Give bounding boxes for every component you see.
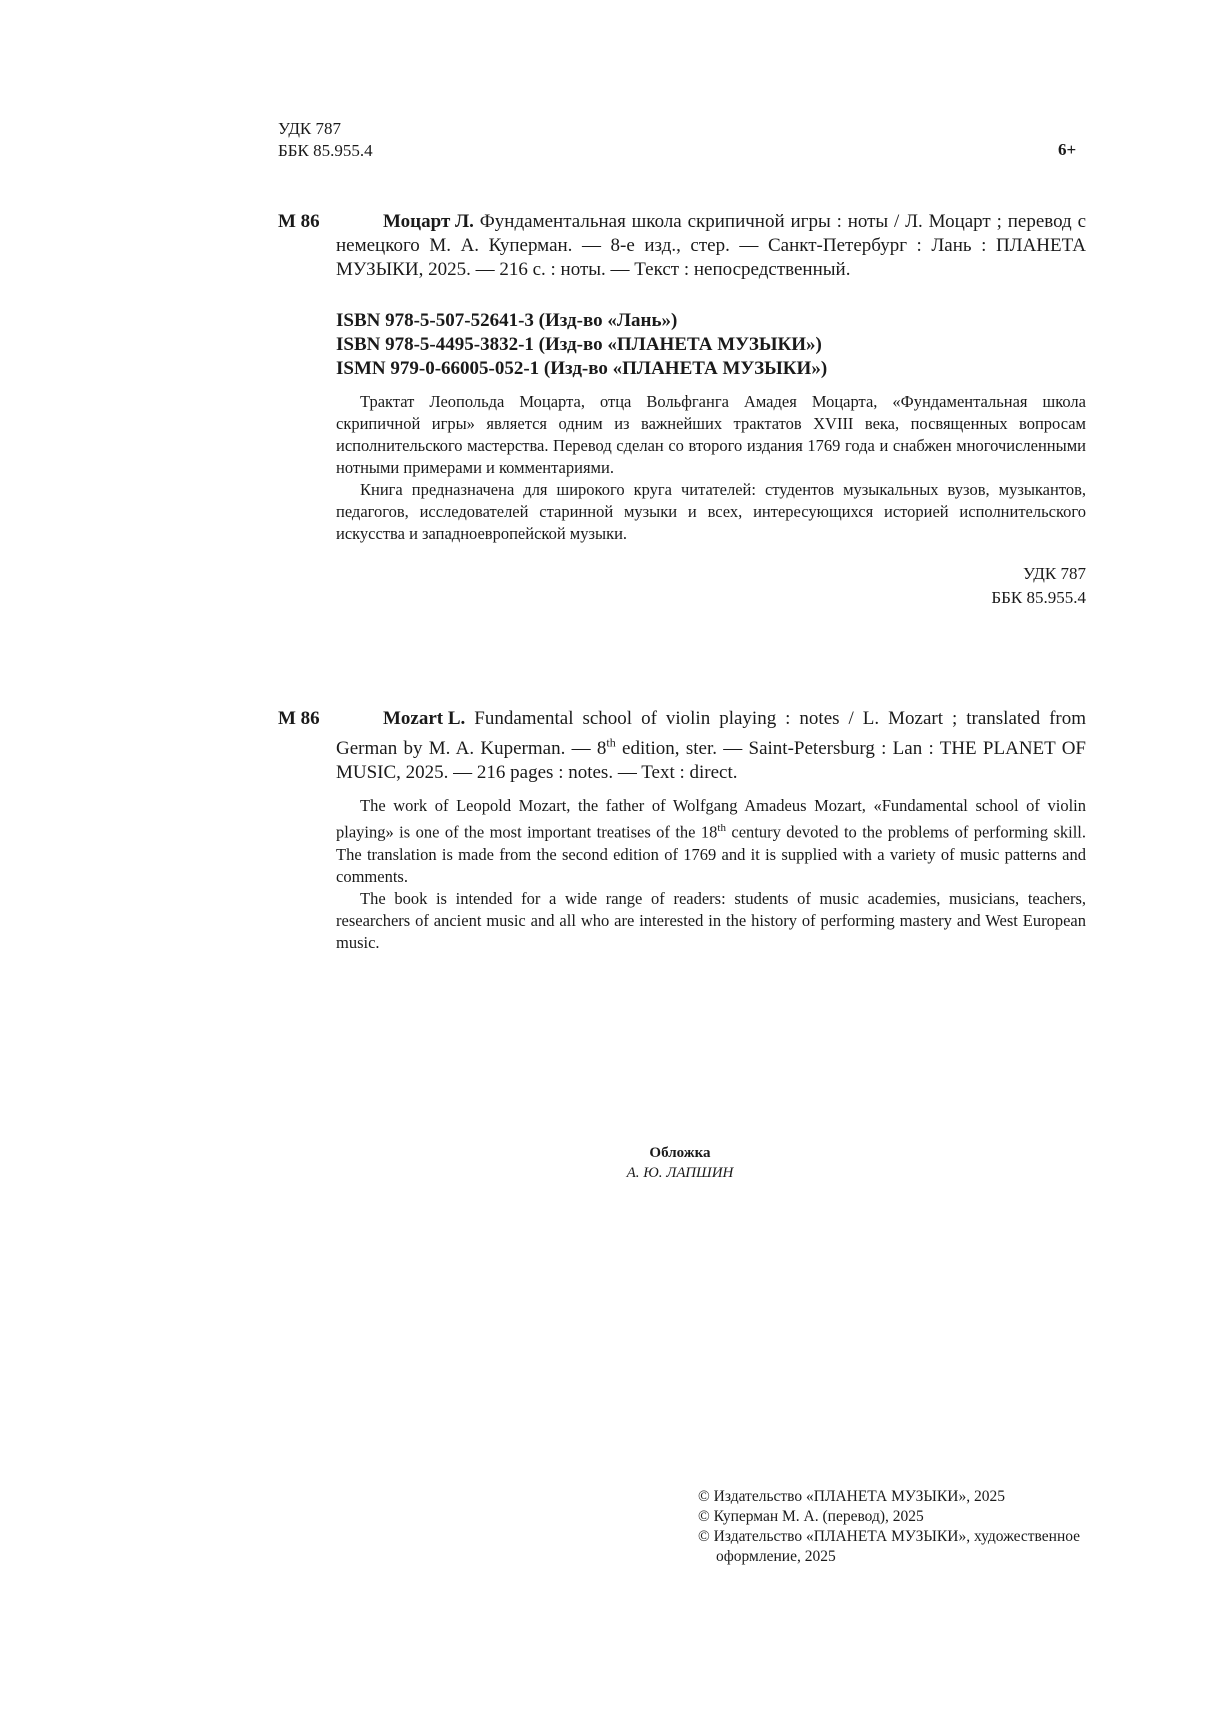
abstract-en [336, 795, 1086, 954]
cover-credit [480, 1143, 880, 1183]
bbk-code: ББК 85.955.4 [991, 588, 1086, 607]
author-sign-code: М 86 [278, 211, 320, 232]
isbn-planet-of-music: ISBN 978-5-4495-3832-1 (Изд-во «ПЛАНЕТА МУЗЫКИ») [336, 334, 822, 355]
copyright-notices [698, 1487, 1088, 1567]
entry-description: Fundamental school of violin playing : notes / L. Mozart ; translated from German by M. A. Kuperman. — 8th edition, ster. — Saint-Petersburg : Lan : THE PLANET OF MUSIC, 2025. — 216 pages : notes. — Text : direct. [336, 708, 1086, 784]
cover-label: Обложка [649, 1145, 711, 1161]
author-name: Моцарт Л. [383, 211, 474, 232]
isbn-lan: ISBN 978-5-507-52641-3 (Изд-во «Лань») [336, 310, 678, 331]
abstract-paragraph: Книга предназначена для широкого круга читателей: студентов музыкальных вузов, музыкантов, педагогов, исследователей старинной музыки и всех, интересующихся историей исполнительского искусства и западноевропейской музыки. [336, 480, 1086, 543]
bibliographic-entry-en [336, 707, 1086, 785]
ismn-planet-of-music: ISMN 979-0-66005-052-1 (Изд-во «ПЛАНЕТА МУЗЫКИ») [336, 358, 828, 379]
bibliographic-entry-ru [336, 210, 1086, 282]
author-sign-code: M 86 [278, 708, 320, 729]
age-rating: 6+ [1058, 140, 1077, 159]
author-name: Mozart L. [383, 708, 466, 729]
udk-code: УДК 787 [1022, 564, 1086, 583]
abstract-ru [336, 391, 1086, 545]
abstract-paragraph: The work of Leopold Mozart, the father of Wolfgang Amadeus Mozart, «Fundamental school of violin playing» is one of the most important treatises of the 18th century devoted to the problems of performing skill. The translation is made from the second edition of 1769 and it is supplied with a variety of music patterns and comments. [336, 796, 1086, 886]
copyright-line: © Издательство «ПЛАНЕТА МУЗЫКИ», художественное оформление, 2025 [698, 1528, 1081, 1565]
copyright-line: © Издательство «ПЛАНЕТА МУЗЫКИ», 2025 [698, 1488, 1005, 1505]
identifier-list [336, 309, 827, 381]
classification-header [278, 118, 373, 162]
cover-artist: А. Ю. ЛАПШИН [626, 1165, 734, 1181]
ordinal-suffix: th [717, 822, 726, 834]
udk-code: УДК 787 [278, 119, 342, 138]
classification-footer [900, 562, 1086, 610]
bbk-code: ББК 85.955.4 [278, 141, 373, 160]
copyright-line: © Куперман М. А. (перевод), 2025 [698, 1508, 924, 1525]
ordinal-suffix: th [606, 736, 616, 750]
entry-description: Фундаментальная школа скрипичной игры : ноты / Л. Моцарт ; перевод с немецкого М. А. Куперман. — 8-е изд., стер. — Санкт-Петербург : Лань : ПЛАНЕТА МУЗЫКИ, 2025. — 216 с. : ноты. — Текст : непосредственный. [336, 211, 1086, 280]
abstract-paragraph: Трактат Леопольда Моцарта, отца Вольфганга Амадея Моцарта, «Фундаментальная школа скрипичной игры» является одним из важнейших трактатов XVIII века, посвященных вопросам исполнительского мастерства. Перевод сделан со второго издания 1769 года и снабжен многочисленными нотными примерами и комментариями. [336, 392, 1086, 477]
abstract-paragraph: The book is intended for a wide range of readers: students of music academies, musicians, teachers, researchers of ancient music and all who are interested in the history of performing mastery and West European music. [336, 888, 1086, 952]
